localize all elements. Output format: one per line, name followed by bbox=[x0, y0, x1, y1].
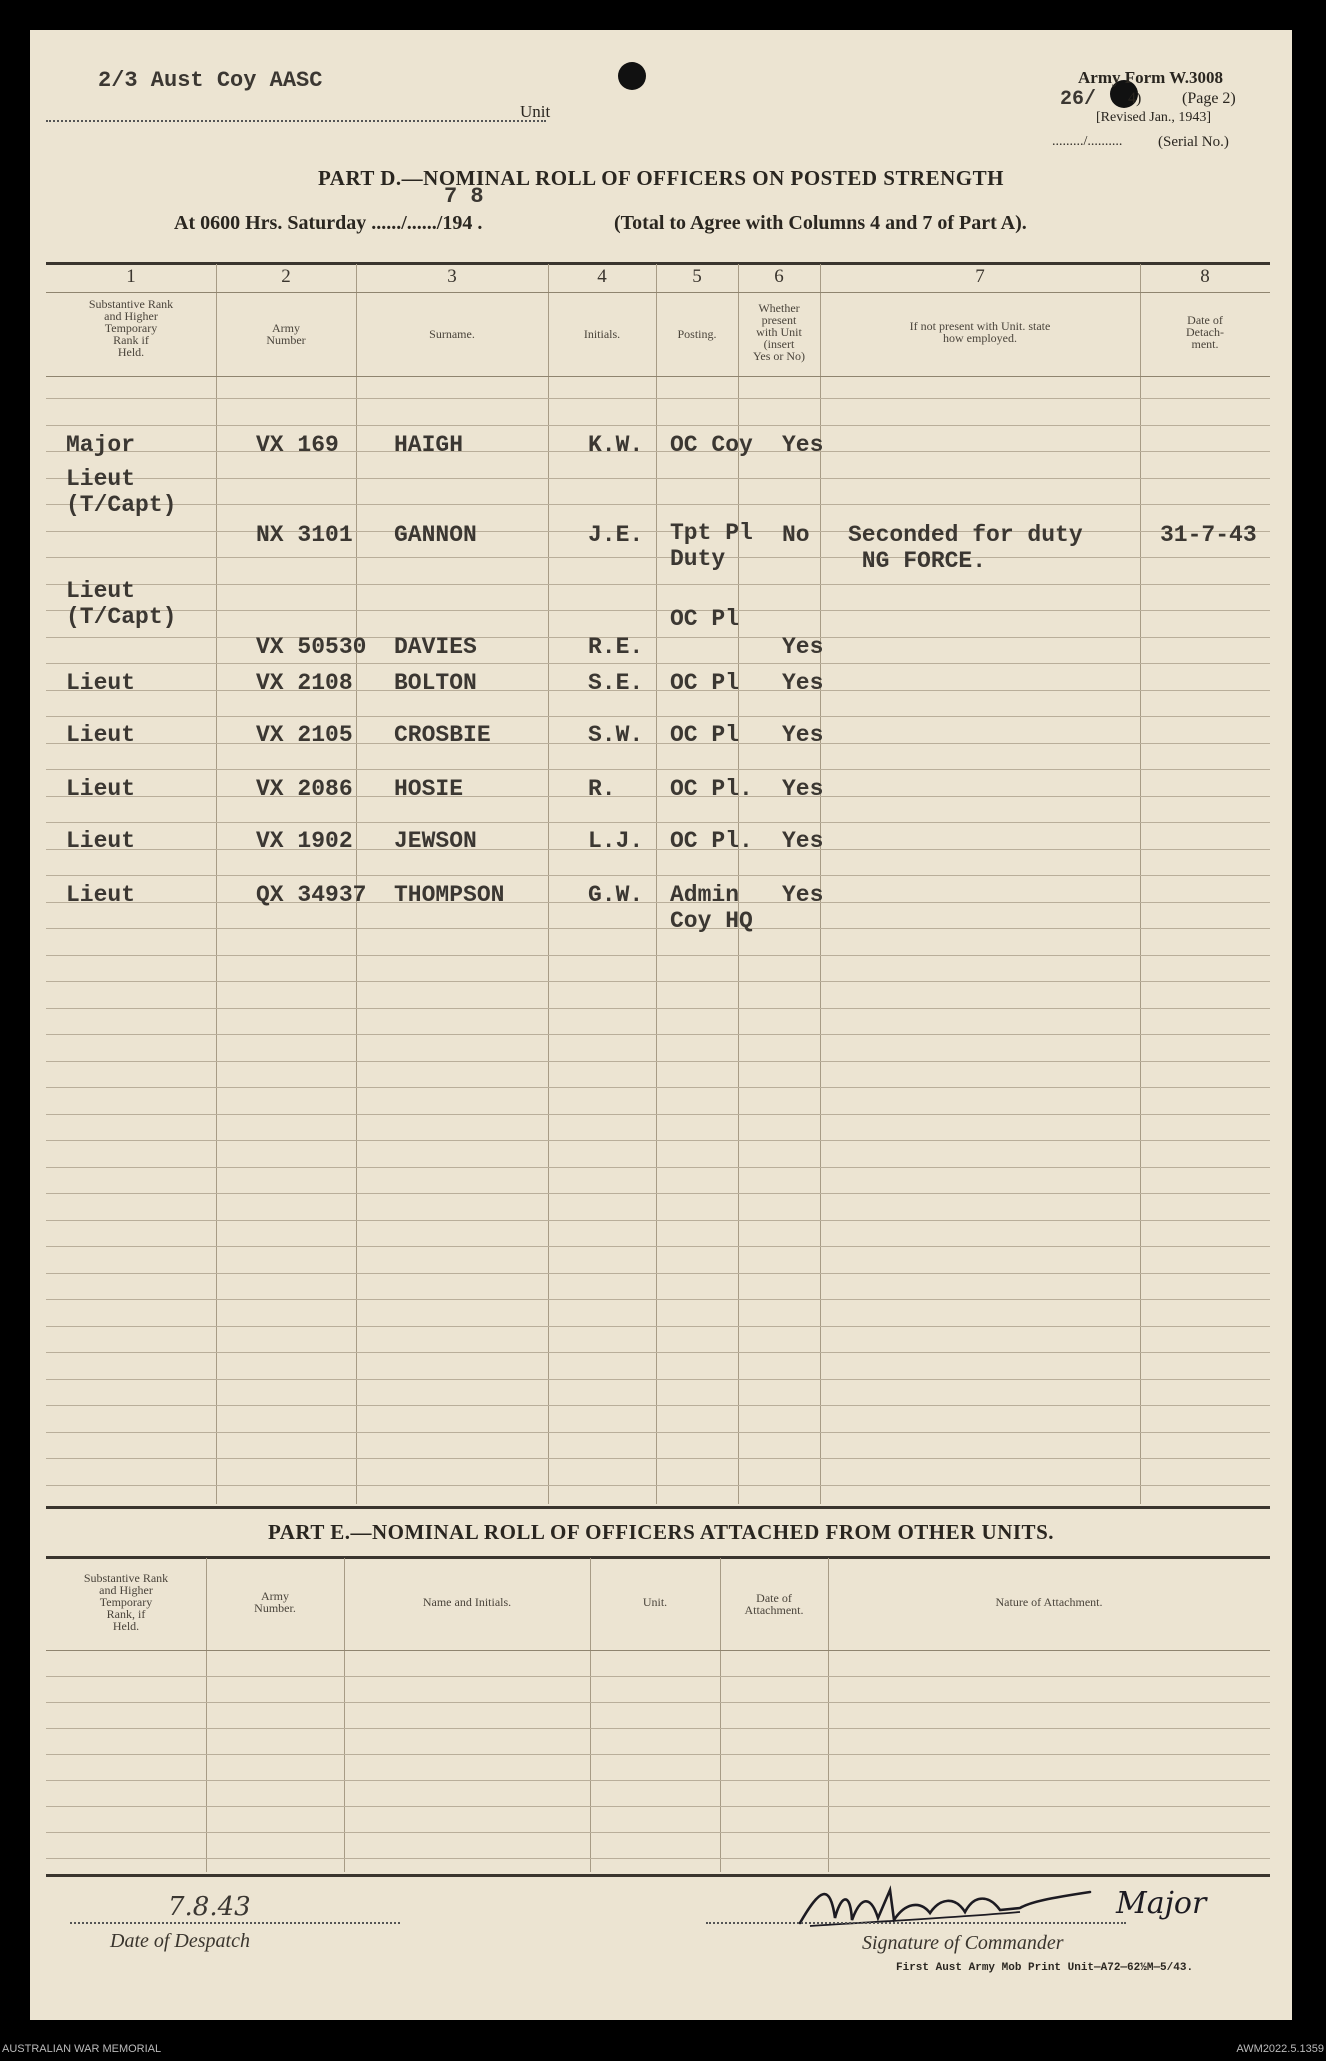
part-d-date-typed: 7 8 bbox=[444, 184, 484, 209]
part-e-title: PART E.—NOMINAL ROLL OF OFFICERS ATTACHED FROM OTHER UNITS. bbox=[267, 1520, 1054, 1544]
signature-rank: Major bbox=[1116, 1886, 1207, 1921]
part-e-header-border bbox=[46, 1556, 1270, 1559]
ruled-line bbox=[46, 1806, 1270, 1807]
form-name: Army Form W.3008 bbox=[1078, 68, 1223, 87]
cell-surname: HAIGH bbox=[394, 432, 464, 458]
cell-number: VX 2105 bbox=[256, 722, 353, 748]
unit-value: 2/3 Aust Coy AASC bbox=[98, 68, 323, 93]
cell-present: Yes bbox=[782, 432, 824, 458]
cell-posting: Tpt Pl Duty bbox=[670, 520, 753, 572]
cell-surname: DAVIES bbox=[394, 634, 477, 660]
ruled-line bbox=[46, 663, 1270, 664]
cell-initials: R. bbox=[588, 776, 616, 802]
ruled-line bbox=[46, 1008, 1270, 1009]
cell-initials: K.W. bbox=[588, 432, 644, 458]
part-d-title: PART D.—NOMINAL ROLL OF OFFICERS ON POSTED STRENGTH bbox=[318, 166, 1004, 190]
ruled-line bbox=[46, 1702, 1270, 1703]
ruled-line bbox=[46, 425, 1270, 426]
ruled-line bbox=[46, 849, 1270, 850]
cell-surname: GANNON bbox=[394, 522, 477, 548]
cell-rank: Lieut bbox=[66, 828, 136, 854]
ruled-line bbox=[46, 1485, 1270, 1486]
cell-present: Yes bbox=[782, 670, 824, 696]
signature-label: Signature of Commander bbox=[862, 1932, 1064, 1954]
signature-dotted-line bbox=[706, 1922, 1126, 1924]
caption-right: AWM2022.5.1359 bbox=[1236, 2043, 1324, 2055]
ruled-line bbox=[46, 1273, 1270, 1274]
cell-number: NX 3101 bbox=[256, 522, 353, 548]
column-number: 6 bbox=[774, 266, 784, 287]
ruled-line bbox=[46, 1780, 1270, 1781]
page-number: (Page 2) bbox=[1182, 90, 1236, 107]
despatch-label: Date of Despatch bbox=[110, 1930, 250, 1952]
column-rule bbox=[656, 264, 657, 1504]
cell-present: Yes bbox=[782, 722, 824, 748]
ruled-line bbox=[46, 478, 1270, 479]
unit-label: Unit bbox=[520, 102, 551, 121]
cell-date: 31-7-43 bbox=[1160, 522, 1257, 548]
ruled-line bbox=[46, 451, 1270, 452]
cell-present: No bbox=[782, 522, 810, 548]
caption-left: AUSTRALIAN WAR MEMORIAL bbox=[2, 2043, 162, 2055]
ruled-line bbox=[46, 822, 1270, 823]
cell-initials: L.J. bbox=[588, 828, 644, 854]
cell-rank: Lieut bbox=[66, 722, 136, 748]
column-number: 3 bbox=[447, 266, 457, 287]
column-number: 4 bbox=[597, 266, 607, 287]
column-number: 5 bbox=[692, 266, 702, 287]
ruled-line bbox=[46, 1858, 1270, 1859]
cell-rank: Lieut bbox=[66, 776, 136, 802]
column-rule bbox=[1140, 264, 1141, 1504]
revised-date: [Revised Jan., 1943] bbox=[1096, 110, 1212, 125]
column-header: Name and Initials. bbox=[422, 1595, 512, 1609]
unit-dotted-line bbox=[46, 120, 546, 122]
ruled-line bbox=[46, 1246, 1270, 1247]
header-rule bbox=[46, 292, 1270, 293]
ruled-line bbox=[46, 769, 1270, 770]
cell-posting: OC Pl bbox=[670, 670, 740, 696]
cell-surname: JEWSON bbox=[394, 828, 477, 854]
ruled-line bbox=[46, 1061, 1270, 1062]
despatch-dotted-line bbox=[70, 1922, 400, 1924]
part-e-bottom-border bbox=[46, 1874, 1270, 1877]
cell-present: Yes bbox=[782, 776, 824, 802]
form-sheet bbox=[30, 30, 1292, 2020]
cell-rank: Lieut bbox=[66, 882, 136, 908]
cell-employed: Seconded for duty NG FORCE. bbox=[848, 522, 1083, 574]
ruled-line bbox=[46, 1432, 1270, 1433]
ruled-line bbox=[46, 1754, 1270, 1755]
punch-hole bbox=[618, 62, 646, 90]
ruled-line bbox=[46, 1676, 1270, 1677]
ruled-line bbox=[46, 1114, 1270, 1115]
column-header: Posting. bbox=[677, 327, 717, 341]
cell-posting: OC Pl bbox=[670, 606, 740, 632]
ruled-line bbox=[46, 875, 1270, 876]
cell-present: Yes bbox=[782, 828, 824, 854]
ruled-line bbox=[46, 1167, 1270, 1168]
ruled-line bbox=[46, 1832, 1270, 1833]
column-header: Whether present with Unit (insert Yes or No) bbox=[752, 301, 806, 363]
ruled-line bbox=[46, 1728, 1270, 1729]
ruled-line bbox=[46, 981, 1270, 982]
ruled-line bbox=[46, 1193, 1270, 1194]
caption-bar bbox=[0, 2020, 1326, 2061]
cell-present: Yes bbox=[782, 882, 824, 908]
ruled-line bbox=[46, 1379, 1270, 1380]
ruled-line bbox=[46, 690, 1270, 691]
printer-imprint: First Aust Army Mob Print Unit—A72—62½M—5/43. bbox=[896, 1962, 1194, 1974]
cell-initials: S.W. bbox=[588, 722, 644, 748]
column-header: Substantive Rank and Higher Temporary Rank, if Held. bbox=[83, 1571, 169, 1633]
header-rule bbox=[46, 1650, 1270, 1651]
ruled-line bbox=[46, 584, 1270, 585]
ruled-line bbox=[46, 1326, 1270, 1327]
cell-number: VX 169 bbox=[256, 432, 339, 458]
part-d-top-border bbox=[46, 262, 1270, 265]
part-e-top-border bbox=[46, 1506, 1270, 1509]
cell-posting: Admin Coy HQ bbox=[670, 882, 753, 934]
cell-number: VX 2086 bbox=[256, 776, 353, 802]
cell-initials: R.E. bbox=[588, 634, 644, 660]
ruled-line bbox=[46, 1352, 1270, 1353]
cell-surname: CROSBIE bbox=[394, 722, 491, 748]
cell-initials: S.E. bbox=[588, 670, 644, 696]
ruled-line bbox=[46, 504, 1270, 505]
form-number-typed: 26/ bbox=[1060, 88, 1097, 111]
cell-posting: OC Coy bbox=[670, 432, 753, 458]
ruled-line bbox=[46, 1087, 1270, 1088]
ruled-line bbox=[46, 531, 1270, 532]
cell-number: VX 1902 bbox=[256, 828, 353, 854]
ruled-line bbox=[46, 557, 1270, 558]
header-rule bbox=[46, 376, 1270, 377]
ruled-line bbox=[46, 1458, 1270, 1459]
ruled-line bbox=[46, 1034, 1270, 1035]
column-rule bbox=[216, 264, 217, 1504]
column-header: Date of Detach- ment. bbox=[1186, 313, 1224, 351]
cell-number: QX 34937 bbox=[256, 882, 367, 908]
cell-rank: Lieut (T/Capt) bbox=[66, 466, 177, 518]
column-header: Substantive Rank and Higher Temporary Rank if Held. bbox=[88, 297, 174, 359]
cell-initials: G.W. bbox=[588, 882, 644, 908]
part-d-date-line: At 0600 Hrs. Saturday ....../....../194 . bbox=[174, 212, 483, 234]
cell-rank: Major bbox=[66, 432, 136, 458]
column-number: 8 bbox=[1200, 266, 1210, 287]
part-d-note: (Total to Agree with Columns 4 and 7 of Part A). bbox=[614, 212, 1027, 234]
column-header: Date of Attachment. bbox=[744, 1591, 804, 1617]
ruled-line bbox=[46, 398, 1270, 399]
ruled-line bbox=[46, 928, 1270, 929]
ruled-line bbox=[46, 796, 1270, 797]
serial-label: (Serial No.) bbox=[1158, 134, 1229, 150]
ruled-line bbox=[46, 902, 1270, 903]
column-number: 2 bbox=[281, 266, 291, 287]
column-number: 7 bbox=[975, 266, 985, 287]
ruled-line bbox=[46, 716, 1270, 717]
ruled-line bbox=[46, 955, 1270, 956]
ruled-line bbox=[46, 1299, 1270, 1300]
ruled-line bbox=[46, 1140, 1270, 1141]
column-header: If not present with Unit. state how employed. bbox=[909, 319, 1051, 345]
form-number-printed: 4) bbox=[1128, 90, 1142, 107]
column-header: Army Number bbox=[266, 321, 306, 347]
cell-rank: Lieut bbox=[66, 670, 136, 696]
cell-posting: OC Pl. bbox=[670, 828, 753, 854]
cell-rank: Lieut (T/Capt) bbox=[66, 578, 177, 630]
column-header: Initials. bbox=[583, 327, 621, 341]
column-header: Unit. bbox=[642, 1595, 668, 1609]
ruled-line bbox=[46, 610, 1270, 611]
cell-number: VX 2108 bbox=[256, 670, 353, 696]
column-rule bbox=[548, 264, 549, 1504]
despatch-date: 7.8.43 bbox=[168, 1892, 251, 1922]
ruled-line bbox=[46, 743, 1270, 744]
cell-posting: OC Pl. bbox=[670, 776, 753, 802]
column-header: Army Number. bbox=[254, 1589, 296, 1615]
cell-initials: J.E. bbox=[588, 522, 644, 548]
column-header: Nature of Attachment. bbox=[995, 1595, 1103, 1609]
cell-surname: HOSIE bbox=[394, 776, 464, 802]
cell-surname: BOLTON bbox=[394, 670, 477, 696]
ruled-line bbox=[46, 637, 1270, 638]
serial-dots: ........./.......... bbox=[1052, 134, 1123, 149]
cell-number: VX 50530 bbox=[256, 634, 367, 660]
cell-surname: THOMPSON bbox=[394, 882, 505, 908]
column-header: Surname. bbox=[429, 327, 475, 341]
cell-present: Yes bbox=[782, 634, 824, 660]
ruled-line bbox=[46, 1220, 1270, 1221]
column-number: 1 bbox=[126, 266, 136, 287]
cell-posting: OC Pl bbox=[670, 722, 740, 748]
commander-signature bbox=[790, 1878, 1120, 1938]
ruled-line bbox=[46, 1405, 1270, 1406]
